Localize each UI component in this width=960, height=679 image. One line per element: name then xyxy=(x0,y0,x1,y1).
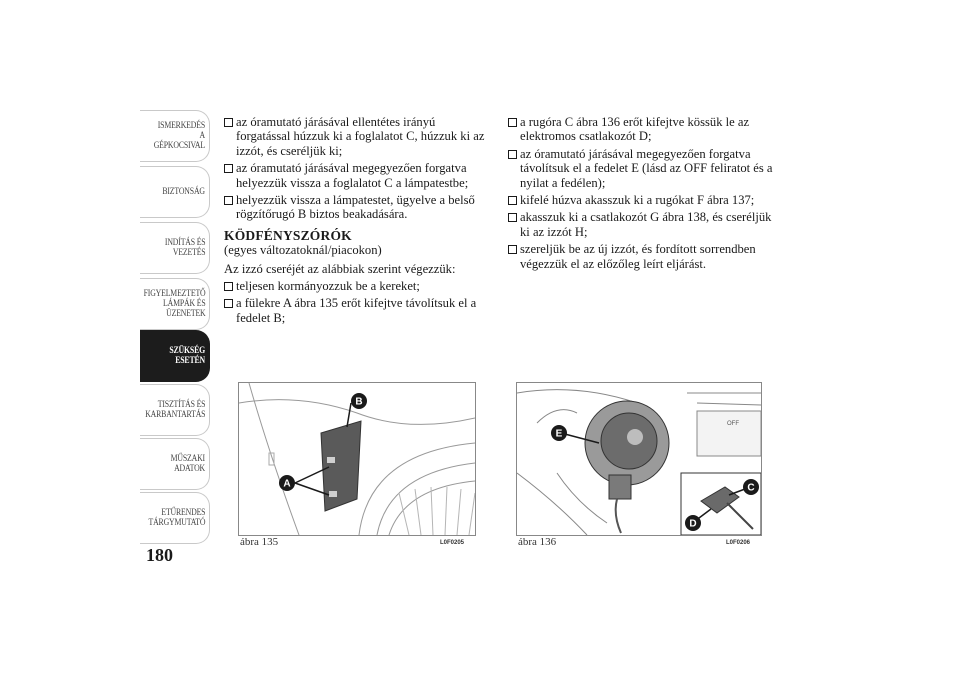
text-column-left xyxy=(224,115,492,328)
tab-szukseg-eseten[interactable] xyxy=(140,330,210,382)
callout-e-label: E xyxy=(555,428,563,440)
checkbox-bullet-icon xyxy=(224,282,233,291)
callout-a-label: A xyxy=(283,478,291,490)
checkbox-bullet-icon xyxy=(224,299,233,308)
checkbox-bullet-icon xyxy=(508,213,517,222)
figure-135-caption: ábra 135 xyxy=(240,536,279,548)
figure-136-code: L0F0206 xyxy=(726,540,751,546)
tab-label: TISZTÍTÁS ÉS KARBANTARTÁS xyxy=(144,400,205,420)
checkbox-bullet-icon xyxy=(508,196,517,205)
section-heading: KÖDFÉNYSZÓRÓK xyxy=(224,227,352,243)
section-subheading: (egyes változatoknál/piacokon) xyxy=(224,243,382,258)
tab-targymutato[interactable] xyxy=(140,492,210,544)
list-item: teljesen kormányozzuk be a kereket; xyxy=(224,279,492,293)
tab-label: INDÍTÁS ÉS VEZETÉS xyxy=(164,238,205,258)
tab-label: BIZTONSÁG xyxy=(162,187,205,197)
wheel-arch-illustration xyxy=(239,383,475,535)
headlamp-illustration xyxy=(517,383,761,535)
tab-label: ISMERKEDÉS A GÉPKOCSIVAL xyxy=(153,121,205,151)
callout-d-label: D xyxy=(689,518,697,530)
figure-135 xyxy=(238,382,476,536)
tab-biztonsag[interactable] xyxy=(140,166,210,218)
tab-inditas[interactable] xyxy=(140,222,210,274)
page-number: 180 xyxy=(146,545,173,565)
checkbox-bullet-icon xyxy=(224,164,233,173)
tab-figyelmezteto[interactable] xyxy=(140,278,210,330)
tab-label: FIGYELMEZTETŐ LÁMPÁK ÉS ÜZENETEK xyxy=(143,289,205,319)
checkbox-bullet-icon xyxy=(508,245,517,254)
tab-ismerkedes[interactable] xyxy=(140,110,210,162)
callout-b-label: B xyxy=(355,396,363,408)
list-item: az óramutató járásával megegyezően forgatva helyezzük vissza a foglalatot C a lámpatestbe; xyxy=(224,161,492,190)
checkbox-bullet-icon xyxy=(224,118,233,127)
list-item: helyezzük vissza a lámpatestet, ügyelve a belső rögzítőrugó B biztos beakadására. xyxy=(224,193,492,222)
list-item: akasszuk ki a csatlakozót G ábra 138, és cseréljük ki az izzót H; xyxy=(508,210,784,239)
off-marking-text: OFF xyxy=(727,421,739,427)
callout-c-label: C xyxy=(747,482,755,494)
text-column-right xyxy=(508,115,784,274)
checkbox-bullet-icon xyxy=(508,118,517,127)
checkbox-bullet-icon xyxy=(224,196,233,205)
list-item: kifelé húzva akasszuk ki a rugókat F ábra 137; xyxy=(508,193,784,207)
figure-135-code: L0F0205 xyxy=(440,540,465,546)
checkbox-bullet-icon xyxy=(508,150,517,159)
intro-paragraph: Az izzó cseréjét az alábbiak szerint végezzük: xyxy=(224,261,456,276)
tab-muszaki-adatok[interactable] xyxy=(140,438,210,490)
list-item: az óramutató járásával ellentétes irányú forgatással húzzuk ki a foglalatot C, húzzuk ki az izzót, és cseréljük ki; xyxy=(224,115,492,158)
tab-label: MŰSZAKI ADATOK xyxy=(170,454,205,474)
list-item: a rugóra C ábra 136 erőt kifejtve kössük le az elektromos csatlakozót D; xyxy=(508,115,784,144)
list-item: a fülekre A ábra 135 erőt kifejtve távolítsuk el a fedelet B; xyxy=(224,296,492,325)
tab-tisztitas[interactable] xyxy=(140,384,210,436)
list-item: az óramutató járásával megegyezően forgatva távolítsuk el a fedelet E (lásd az OFF feliratot és a nyilat a fedélen); xyxy=(508,147,784,190)
figure-136-caption: ábra 136 xyxy=(518,536,557,548)
figure-136 xyxy=(516,382,762,536)
list-item: szereljük be az új izzót, és fordított sorrendben végezzük el az előzőleg leírt eljárást. xyxy=(508,242,784,271)
tab-label: ETŰRENDES TÁRGYMUTATÓ xyxy=(148,508,205,528)
tab-label: SZÜKSÉG ESETÉN xyxy=(169,346,205,366)
